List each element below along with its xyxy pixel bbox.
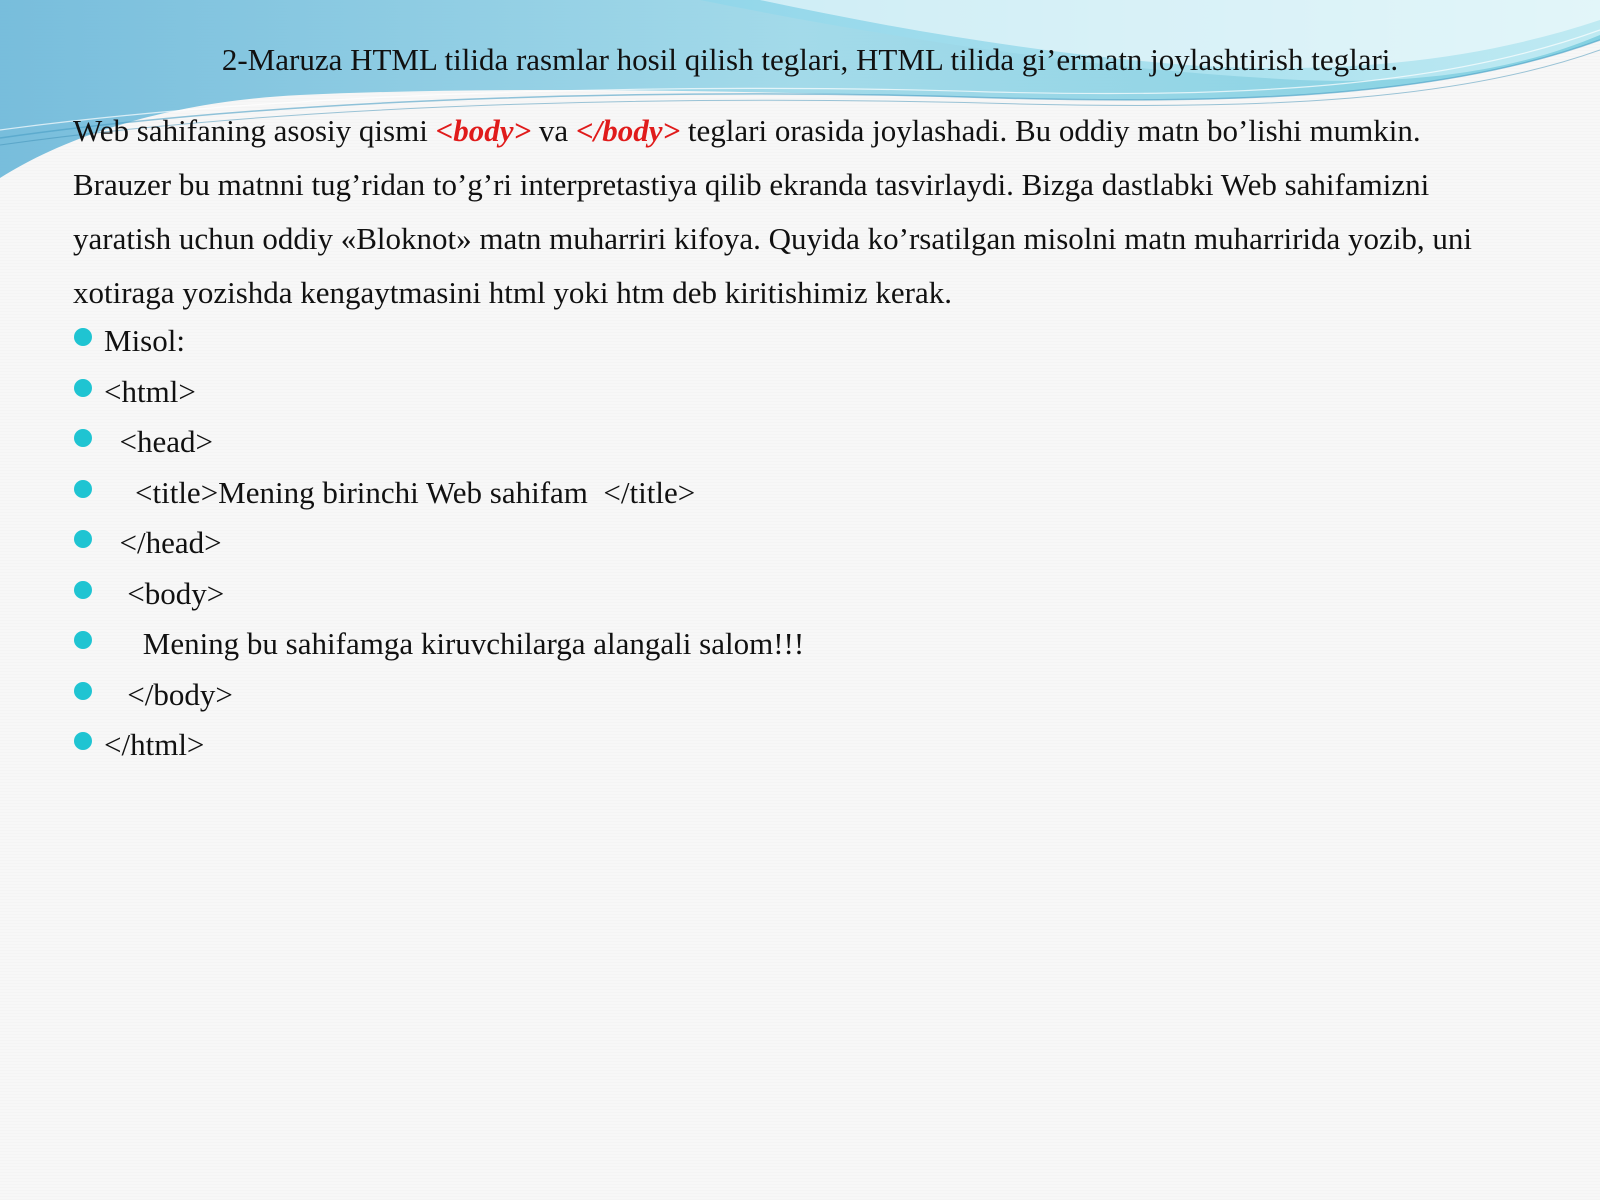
list-item-text: <body> <box>104 575 225 611</box>
slide-title: 2-Maruza HTML tilida rasmlar hosil qilish teglari, HTML tilida gi’ermatn joylashtirish teglari. <box>221 42 1399 77</box>
paragraph-line-2: Brauzer bu matnni tug’ridan to’g’ri interpretastiya qilib ekranda tasvirlaydi. Bizga dastlabki Web sahifamizni <box>73 167 1430 202</box>
bullet-dot-icon <box>74 682 92 700</box>
line1-text-c: teglari orasida joylashadi. Bu oddiy matn bo’lishi mumkin. <box>680 113 1421 148</box>
body-open-tag: <body> <box>435 113 532 148</box>
bullet-dot-icon <box>74 530 92 548</box>
list-item <box>74 569 804 620</box>
bullet-dot-icon <box>74 429 92 447</box>
list-item-text: </html> <box>104 727 205 762</box>
list-item-text: <head> <box>104 424 213 459</box>
list-item-text: <html> <box>104 373 196 409</box>
intro-paragraph <box>73 104 1593 320</box>
bullet-dot-icon <box>74 631 92 649</box>
list-item <box>74 720 804 771</box>
list-item <box>74 670 804 721</box>
list-item-text: Mening bu sahifamga kiruvchilarga alangali salom!!! <box>104 626 805 661</box>
line1-text-a: Web sahifaning asosiy qismi <box>73 113 436 148</box>
bullet-dot-icon <box>74 480 92 498</box>
body-close-tag: </body> <box>575 113 681 148</box>
paragraph-line-3: yaratish uchun oddiy «Bloknot» matn muharriri kifoya. Quyida ko’rsatilgan misolni matn muharririda yozib, uni <box>73 221 1473 256</box>
paragraph-line-4: xotiraga yozishda kengaytmasini html yoki htm deb kiritishimiz kerak. <box>73 275 953 310</box>
paragraph-line-1 <box>73 104 1593 158</box>
list-item-text: <title>Mening birinchi Web sahifam </title> <box>104 474 696 510</box>
list-item <box>74 367 804 418</box>
bullet-dot-icon <box>74 581 92 599</box>
list-item <box>74 468 804 519</box>
list-item <box>74 518 804 569</box>
example-code-list <box>74 316 804 771</box>
list-item <box>74 619 804 670</box>
bullet-dot-icon <box>74 328 92 346</box>
list-item <box>74 316 804 367</box>
list-item <box>74 417 804 468</box>
list-item-text: </body> <box>104 676 233 712</box>
bullet-dot-icon <box>74 379 92 397</box>
list-item-text: Misol: <box>104 323 185 358</box>
list-item-text: </head> <box>104 525 222 560</box>
bullet-dot-icon <box>74 732 92 750</box>
line1-text-b: va <box>531 113 576 148</box>
